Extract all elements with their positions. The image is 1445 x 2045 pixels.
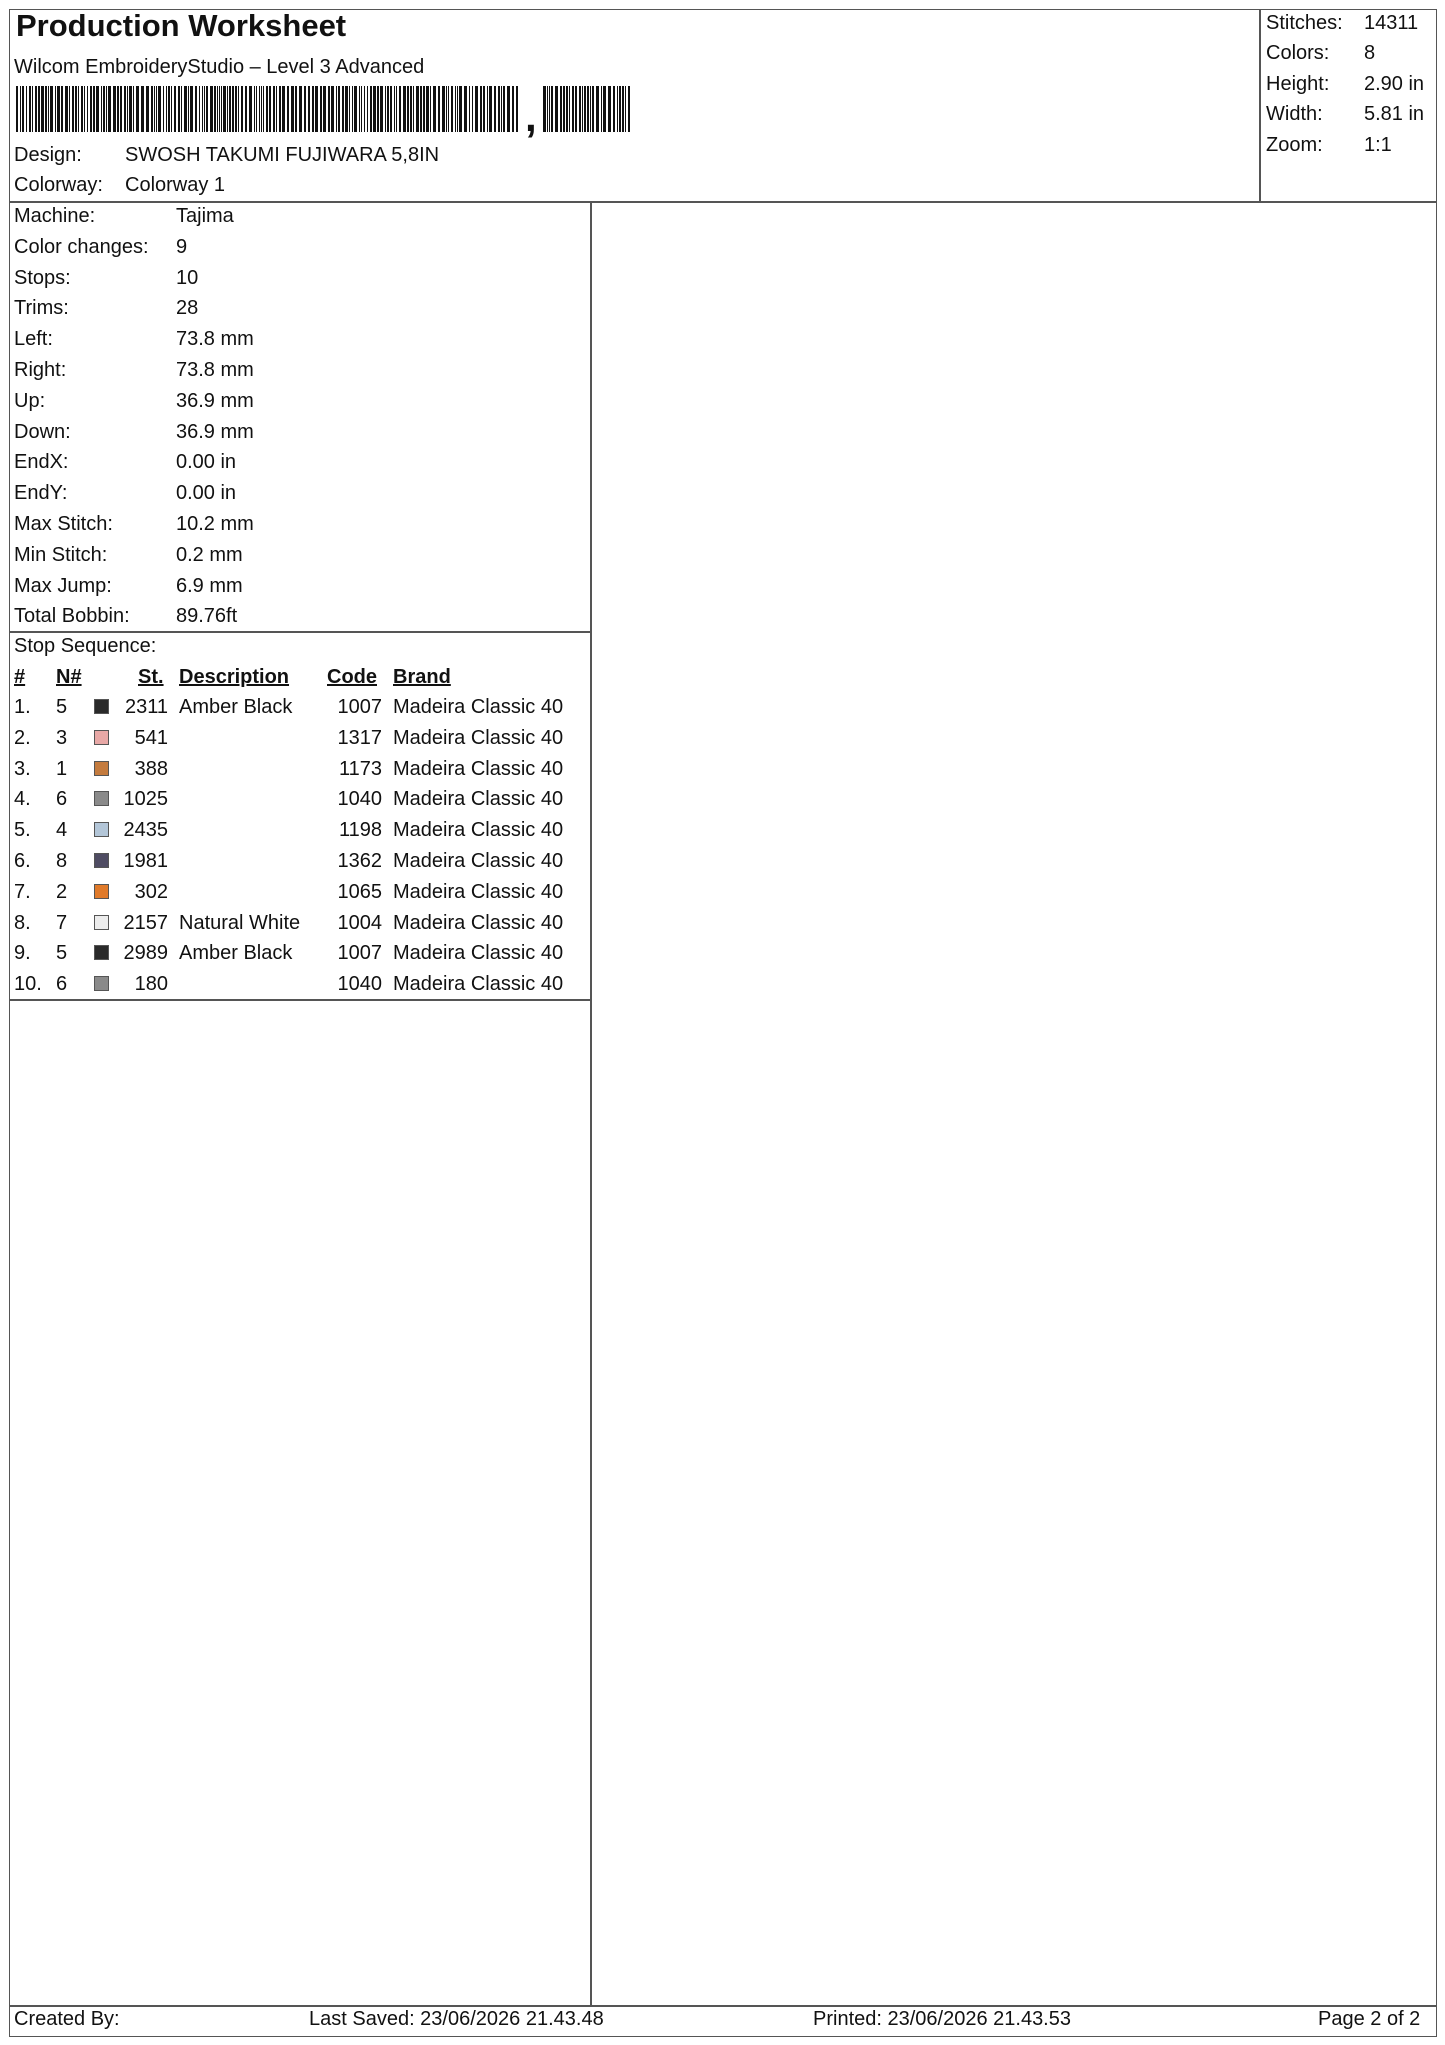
seq-index: 3. bbox=[14, 757, 31, 780]
col-description-header: Description bbox=[179, 666, 290, 688]
seq-needle: 4 bbox=[56, 819, 68, 842]
spec-value: 73.8 mm bbox=[176, 359, 254, 381]
seq-code: 1007 bbox=[337, 942, 382, 965]
seq-needle: 1 bbox=[56, 757, 68, 780]
thread-color-swatch bbox=[94, 761, 109, 776]
seq-code: 1040 bbox=[337, 973, 382, 996]
seq-brand: Madeira Classic 40 bbox=[393, 850, 564, 872]
spec-value: 0.2 mm bbox=[176, 543, 243, 566]
seq-code: 1317 bbox=[337, 726, 382, 749]
spec-row bbox=[14, 482, 236, 505]
thread-color-swatch bbox=[94, 915, 109, 930]
spec-value: 10.2 mm bbox=[176, 513, 254, 535]
seq-index: 7. bbox=[14, 880, 31, 903]
seq-code: 1198 bbox=[338, 819, 382, 842]
left-lower-box bbox=[9, 999, 592, 2007]
seq-stitches: 302 bbox=[134, 880, 168, 903]
seq-code: 1007 bbox=[337, 696, 382, 718]
seq-index: 5. bbox=[14, 819, 31, 842]
col-code-header: Code bbox=[327, 666, 377, 688]
spec-row bbox=[14, 328, 254, 351]
spec-row bbox=[14, 236, 187, 259]
spec-value: 9 bbox=[176, 235, 188, 258]
spec-label: Up: bbox=[14, 389, 46, 412]
spec-value: 10 bbox=[176, 266, 199, 289]
spec-row bbox=[14, 451, 236, 474]
seq-description: Amber Black bbox=[179, 696, 293, 718]
spec-row bbox=[14, 544, 243, 567]
seq-brand: Madeira Classic 40 bbox=[393, 788, 564, 811]
spec-value: 28 bbox=[176, 297, 199, 320]
spec-row bbox=[14, 605, 237, 628]
seq-code: 1065 bbox=[337, 880, 382, 903]
barcode-gap bbox=[518, 86, 519, 132]
barcode-separator: , bbox=[525, 93, 537, 140]
seq-brand: Madeira Classic 40 bbox=[393, 942, 564, 965]
spec-row bbox=[14, 513, 254, 536]
seq-index: 8. bbox=[14, 911, 31, 934]
summary-zoom: Zoom: 1:1 bbox=[1266, 134, 1392, 156]
seq-brand: Madeira Classic 40 bbox=[393, 819, 564, 842]
seq-stitches: 2435 bbox=[123, 819, 168, 842]
seq-index: 6. bbox=[14, 850, 31, 872]
thread-color-swatch bbox=[94, 976, 109, 991]
seq-index: 10. bbox=[14, 973, 42, 996]
spec-label: Min Stitch: bbox=[14, 543, 108, 566]
seq-stitches: 2989 bbox=[123, 942, 168, 965]
seq-code: 1173 bbox=[338, 757, 382, 780]
summary-height: Height: 2.90 in bbox=[1266, 73, 1425, 95]
col-index-header: # bbox=[14, 666, 26, 688]
spec-label: Trims: bbox=[14, 297, 69, 320]
stop-sequence-title: Stop Sequence: bbox=[14, 635, 157, 657]
col-brand-header: Brand bbox=[393, 666, 451, 688]
spec-label: EndX: bbox=[14, 451, 69, 474]
spec-label: Max Jump: bbox=[14, 574, 112, 597]
seq-stitches: 180 bbox=[134, 973, 168, 996]
summary-width: Width: 5.81 in bbox=[1266, 103, 1425, 125]
spec-label: Stops: bbox=[14, 266, 71, 289]
summary-stitches: Stitches: 14311 bbox=[1266, 12, 1419, 34]
seq-code: 1040 bbox=[337, 788, 382, 811]
seq-brand: Madeira Classic 40 bbox=[393, 757, 564, 780]
thread-color-swatch bbox=[94, 945, 109, 960]
seq-stitches: 2157 bbox=[123, 911, 168, 934]
design-value: SWOSH TAKUMI FUJIWARA 5,8IN bbox=[125, 144, 440, 166]
seq-brand: Madeira Classic 40 bbox=[393, 973, 564, 996]
spec-row bbox=[14, 267, 198, 290]
spec-row bbox=[14, 359, 254, 382]
spec-row bbox=[14, 205, 234, 228]
seq-index: 2. bbox=[14, 726, 31, 749]
seq-needle: 6 bbox=[56, 973, 68, 996]
barcode bbox=[16, 84, 631, 140]
col-stitches-header: St. bbox=[138, 666, 164, 688]
seq-stitches: 388 bbox=[134, 757, 168, 780]
thread-color-swatch bbox=[94, 822, 109, 837]
seq-stitches: 541 bbox=[134, 726, 168, 749]
seq-description: Amber Black bbox=[179, 942, 293, 965]
seq-needle: 5 bbox=[56, 942, 68, 965]
page-title: Production Worksheet bbox=[16, 8, 347, 43]
spec-value: 0.00 in bbox=[176, 482, 237, 505]
colorway-value: Colorway 1 bbox=[125, 174, 226, 196]
design-label: Design: bbox=[14, 144, 82, 166]
thread-color-swatch bbox=[94, 884, 109, 899]
seq-stitches: 2311 bbox=[124, 696, 168, 718]
spec-label: Right: bbox=[14, 359, 67, 381]
barcode-gap bbox=[630, 86, 631, 132]
spec-value: 89.76ft bbox=[176, 605, 238, 628]
seq-needle: 3 bbox=[56, 726, 68, 749]
spec-value: 73.8 mm bbox=[176, 328, 254, 351]
spec-label: Color changes: bbox=[14, 235, 149, 258]
spec-label: Total Bobbin: bbox=[14, 605, 130, 628]
spec-value: 36.9 mm bbox=[176, 389, 254, 412]
spec-label: Max Stitch: bbox=[14, 513, 113, 535]
spec-value: Tajima bbox=[176, 205, 234, 227]
thread-color-swatch bbox=[94, 791, 109, 806]
seq-index: 4. bbox=[14, 788, 31, 811]
seq-code: 1004 bbox=[337, 911, 382, 934]
seq-code: 1362 bbox=[337, 850, 382, 872]
spec-value: 6.9 mm bbox=[176, 574, 243, 597]
spec-row bbox=[14, 575, 243, 598]
spec-row bbox=[14, 390, 254, 413]
spec-value: 36.9 mm bbox=[176, 420, 254, 443]
seq-brand: Madeira Classic 40 bbox=[393, 726, 564, 749]
seq-stitches: 1025 bbox=[123, 788, 168, 811]
seq-brand: Madeira Classic 40 bbox=[393, 880, 564, 903]
spec-label: Left: bbox=[14, 328, 53, 351]
spec-label: Machine: bbox=[14, 205, 96, 227]
thread-color-swatch bbox=[94, 699, 109, 714]
seq-stitches: 1981 bbox=[123, 850, 168, 872]
footer-printed: Printed: 23/06/2026 21.43.53 bbox=[813, 2008, 1071, 2030]
seq-index: 1. bbox=[14, 696, 31, 718]
spec-label: EndY: bbox=[14, 482, 68, 505]
seq-needle: 7 bbox=[56, 911, 68, 934]
software-name: Wilcom EmbroideryStudio – Level 3 Advanced bbox=[14, 56, 425, 78]
footer-box bbox=[9, 2005, 1437, 2037]
footer-created-by: Created By: bbox=[14, 2008, 120, 2030]
spec-label: Down: bbox=[14, 420, 71, 443]
seq-brand: Madeira Classic 40 bbox=[393, 696, 564, 718]
seq-index: 9. bbox=[14, 942, 31, 965]
spec-value: 0.00 in bbox=[176, 451, 237, 474]
footer-page-number: Page 2 of 2 bbox=[1318, 2008, 1421, 2030]
spec-row bbox=[14, 297, 198, 320]
summary-colors: Colors: 8 bbox=[1266, 42, 1376, 64]
seq-needle: 2 bbox=[56, 880, 68, 903]
spec-row bbox=[14, 421, 254, 444]
seq-needle: 8 bbox=[56, 850, 68, 872]
col-needle-header: N# bbox=[56, 666, 82, 688]
thread-color-swatch bbox=[94, 730, 109, 745]
colorway-label: Colorway: bbox=[14, 174, 103, 196]
seq-needle: 5 bbox=[56, 696, 68, 718]
thread-color-swatch bbox=[94, 853, 109, 868]
seq-brand: Madeira Classic 40 bbox=[393, 911, 564, 934]
seq-description: Natural White bbox=[179, 911, 301, 934]
footer-last-saved: Last Saved: 23/06/2026 21.43.48 bbox=[309, 2008, 604, 2030]
design-preview-box bbox=[590, 201, 1437, 2007]
seq-needle: 6 bbox=[56, 788, 68, 811]
